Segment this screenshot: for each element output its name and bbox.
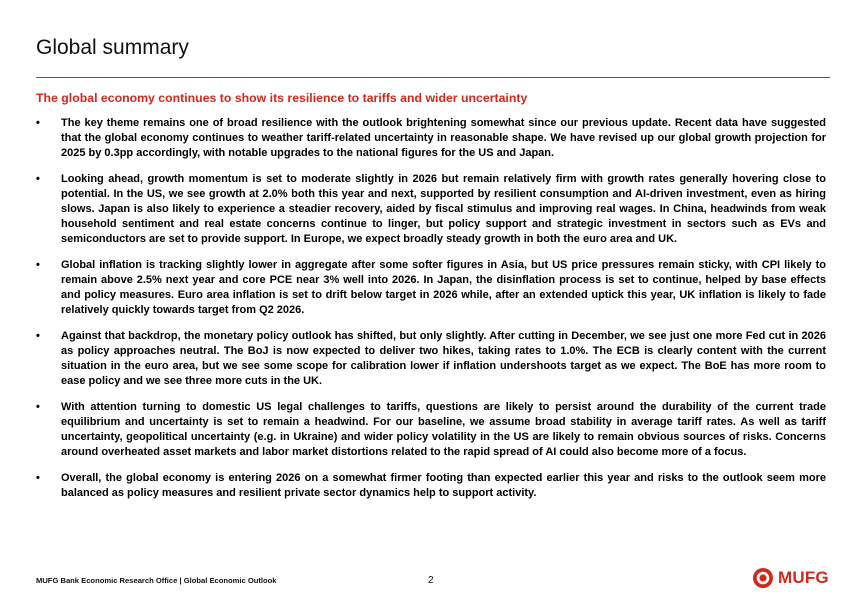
bullet-marker: •	[36, 173, 40, 185]
title-divider	[36, 77, 830, 78]
bullet-item	[36, 471, 826, 501]
mufg-logo	[752, 567, 829, 589]
bullet-marker: •	[36, 259, 40, 271]
mufg-logo-icon	[752, 567, 774, 589]
bullet-marker: •	[36, 472, 40, 484]
page-subtitle: The global economy continues to show its resilience to tariffs and wider uncertainty	[36, 91, 528, 105]
bullet-text: With attention turning to domestic US legal challenges to tariffs, questions are likely to persist around the durability of the current trade equilibrium and uncertainty is set to remain a headwind. For our baseline, we assume broad stability in average tariff rates. As well as tariff uncertainty, geopolitical uncertainty (e.g. in Ukraine) and wider policy volatility in the US are likely to remain obvious sources of risks. Concerns around overheated asset markets and labor market distortions related to the rapid spread of AI could also become more of a focus.	[61, 401, 826, 458]
footer-source: MUFG Bank Economic Research Office | Global Economic Outlook	[36, 576, 277, 585]
bullet-item	[36, 329, 826, 389]
bullet-marker: •	[36, 401, 40, 413]
bullet-item	[36, 172, 826, 247]
bullet-text: Looking ahead, growth momentum is set to moderate slightly in 2026 but remain relatively firm with growth rates generally hovering close to potential. In the US, we see growth at 2.0% both this year and next, supported by resilient consumption and AI-driven investment, even as hiring slows. Japan is also likely to experience a steadier recovery, aided by fiscal stimulus and improving real wages. In China, headwinds from weak household sentiment and real estate concerns continue to linger, but policy support and strategic investment in sectors such as EVs and semiconductors are set to provide support. In Europe, we expect broadly steady growth in both the euro area and UK.	[61, 173, 826, 245]
bullet-text: The key theme remains one of broad resilience with the outlook brightening somewhat since our previous update. Recent data have suggested that the global economy continues to weather tariff-related uncertainty in reasonable shape. We have revised up our global growth projection for 2025 by 0.3pp accordingly, with notable upgrades to the national figures for the US and Japan.	[61, 117, 826, 159]
mufg-logo-text: MUFG	[778, 568, 829, 587]
summary-bullet-list	[36, 116, 826, 512]
bullet-marker: •	[36, 117, 40, 129]
page-title: Global summary	[36, 36, 189, 59]
bullet-text: Global inflation is tracking slightly lower in aggregate after some softer figures in Asia, but US price pressures remain sticky, with CPI likely to remain above 2.5% next year and core PCE near 3% well into 2026. In Japan, the disinflation process is set to continue, helped by base effects and policy measures. Euro area inflation is set to drift below target in 2026 while, after an extended uptick this year, UK inflation is likely to fade relatively quickly towards target from Q2 2026.	[61, 259, 826, 316]
page-number: 2	[428, 575, 434, 586]
bullet-text: Against that backdrop, the monetary policy outlook has shifted, but only slightly. After cutting in December, we see just one more Fed cut in 2026 as policy approaches neutral. The BoJ is now expected to deliver two hikes, taking rates to 1.0%. The ECB is clearly content with the current situation in the euro area, but we see some scope for calibration lower if inflation undershoots target as we expect. The BoE has more room to ease policy and we see three more cuts in the UK.	[61, 330, 826, 387]
bullet-item	[36, 258, 826, 318]
bullet-item	[36, 400, 826, 460]
bullet-text: Overall, the global economy is entering 2026 on a somewhat firmer footing than expected earlier this year and risks to the outlook seem more balanced as policy measures and resilient private sector dynamics help to support activity.	[61, 472, 826, 499]
bullet-marker: •	[36, 330, 40, 342]
bullet-item	[36, 116, 826, 161]
